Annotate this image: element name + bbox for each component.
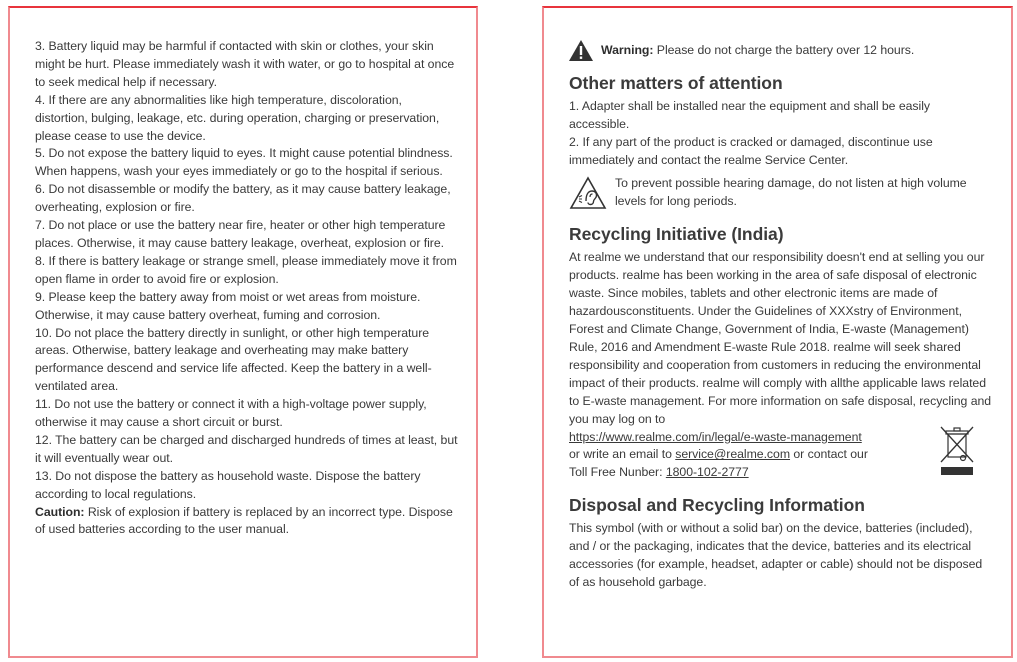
hearing-warning-text: To prevent possible hearing damage, do not listen at high volume levels for long periods. bbox=[615, 175, 967, 208]
list-item: 13. Do not dispose the battery as household waste. Dispose the battery according to local regulations. bbox=[35, 468, 421, 501]
list-item: 6. Do not disassemble or modify the battery, as it may cause battery leakage, overheating, explosion or fire. bbox=[35, 182, 451, 215]
list-item: 9. Please keep the battery away from moist or wet areas from moisture. Otherwise, it may cause battery overheat, fuming and corrosion. bbox=[35, 289, 421, 322]
list-item: 5. Do not expose the battery liquid to eyes. It might cause potential blindness. When happens, wash your eyes immediately or go to the hospital if serious. bbox=[35, 146, 453, 179]
email-suffix-text: or contact our bbox=[790, 447, 868, 462]
disposal-heading: Disposal and Recycling Information bbox=[569, 495, 865, 516]
e-waste-url-link[interactable]: https://www.realme.com/in/legal/e-waste-management bbox=[569, 429, 862, 444]
list-item: 3. Battery liquid may be harmful if contacted with skin or clothes, your skin might be hurt. Please immediately wash it with water, or go to hospital at once to seek medical help if necessary. bbox=[35, 39, 455, 89]
warning-note bbox=[569, 40, 993, 61]
hearing-damage-icon bbox=[569, 176, 607, 210]
list-item: 10. Do not place the battery directly in sunlight, or other high temperature areas. Otherwise, battery leakage and overheating may make battery performance descend and service life affected. Keep the battery in a well-ventilated area. bbox=[35, 325, 432, 394]
disposal-body: This symbol (with or without a solid bar) on the device, batteries (included), and / or the packaging, indicates that the device, batteries and its electrical accessories (for example, headset, adapter or cable) should not be disposed of as household garbage. bbox=[569, 521, 983, 589]
hearing-warning bbox=[569, 175, 993, 211]
toll-free-number-link[interactable]: 1800-102-2777 bbox=[665, 465, 749, 480]
right-page-content bbox=[569, 40, 993, 592]
battery-safety-list bbox=[35, 38, 458, 539]
toll-free-label: Toll Free Nunber: bbox=[569, 465, 666, 480]
service-email-link[interactable]: service@realme.com bbox=[675, 447, 791, 462]
email-prefix-text: or write an email to bbox=[569, 447, 676, 462]
warning-label: Warning: bbox=[601, 42, 654, 57]
caution-text: Risk of explosion if battery is replaced by an incorrect type. Dispose of used batteries according to the user manual. bbox=[35, 504, 453, 537]
caution-note bbox=[35, 504, 458, 540]
list-item: 8. If there is battery leakage or strange smell, please immediately move it from open flame in order to avoid fire or explosion. bbox=[35, 253, 457, 286]
warning-triangle-icon bbox=[569, 40, 593, 61]
warning-text: Please do not charge the battery over 12 hours. bbox=[653, 42, 915, 57]
list-item: 1. Adapter shall be installed near the equipment and shall be easily accessible. bbox=[569, 99, 930, 131]
left-page bbox=[8, 6, 478, 658]
list-item: 11. Do not use the battery or connect it with a high-voltage power supply, otherwise it may cause a short circuit or burst. bbox=[35, 397, 427, 430]
right-page bbox=[542, 6, 1013, 658]
list-item: 2. If any part of the product is cracked or damaged, discontinue use immediately and contact the realme Service Center. bbox=[569, 134, 933, 167]
recycling-body: At realme we understand that our responsibility doesn't end at selling you our products. realme has been working in the area of safe disposal of electronic waste. Since mobiles, tablets and other electronic items are made of hazardousconstituents. Under the Guidelines of XXXstry of Environment, Forest and Climate Change, Government of India, E-waste (Management) Rule, 2016 and Amendment E-waste Rule 2018. realme will seek shared responsibility and cooperation from customers in reducing the environmental impact of their products. realme will comply with allthe applicable laws related to E-waste management. For more information on safe disposal, recycling and you may log on to bbox=[569, 250, 992, 426]
list-item: 4. If there are any abnormalities like high temperature, discoloration, distortion, bulging, leakage, etc. during operation, charging or preservation, please cease to use the device. bbox=[35, 92, 440, 143]
crossed-out-bin-icon bbox=[939, 425, 975, 477]
recycling-heading: Recycling Initiative (India) bbox=[569, 224, 784, 245]
list-item: 7. Do not place or use the battery near fire, heater or other high temperature places. Otherwise, it may cause battery leakage, overheat, explosion or fire. bbox=[35, 218, 446, 250]
list-item: 12. The battery can be charged and discharged hundreds of times at least, but it will eventually wear out. bbox=[35, 432, 458, 465]
other-matters-heading: Other matters of attention bbox=[569, 73, 783, 93]
recycling-section bbox=[569, 249, 993, 482]
caution-label: Caution: bbox=[35, 504, 85, 519]
